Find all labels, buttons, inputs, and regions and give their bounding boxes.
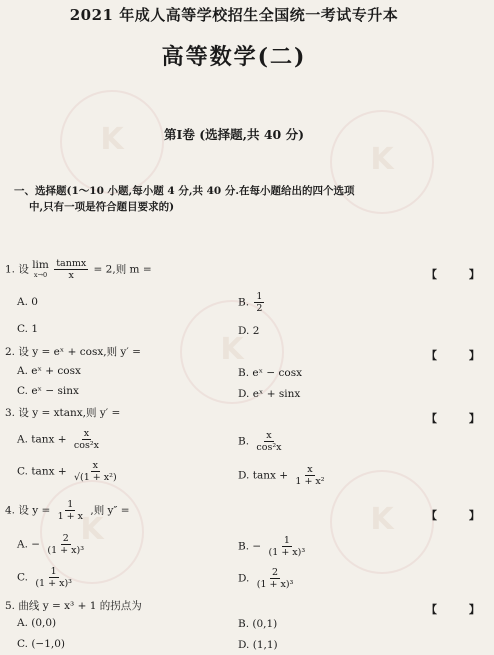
question-5-stem: 5. 曲线 y = x³ + 1 的拐点为 <box>5 600 142 612</box>
frac-den: 1 + x <box>57 511 84 522</box>
option-label: D. <box>238 572 250 585</box>
frac-den: (1 + x)³ <box>35 578 72 589</box>
q5-option-d: D. (1,1) <box>238 639 278 651</box>
option-label: A. tanx + <box>17 433 67 446</box>
fraction <box>56 499 85 522</box>
fraction <box>54 258 88 281</box>
option-label: B. − <box>238 540 262 553</box>
answer-bracket: 【 】 <box>426 509 494 522</box>
question-2-stem: 2. 设 y = eˣ + cosx,则 y′ = <box>5 346 141 358</box>
watermark-k: K <box>220 332 244 367</box>
limit-expr <box>32 260 49 280</box>
frac-den: 2 <box>256 303 263 314</box>
q3-option-d <box>238 464 329 487</box>
fraction <box>255 567 296 590</box>
section-line-2: 中,只有一项是符合题目要求的) <box>29 201 175 213</box>
q4-prefix: 4. 设 y = <box>5 504 51 517</box>
q1-suffix: = 2,则 m = <box>93 263 152 276</box>
fraction <box>293 464 326 487</box>
frac-den: √(1 + x²) <box>73 472 117 483</box>
frac-num: 1 <box>67 499 74 510</box>
q5-option-b: B. (0,1) <box>238 618 278 630</box>
option-label: B. <box>238 296 250 309</box>
q5-option-a: A. (0,0) <box>17 617 57 629</box>
answer-bracket: 【 】 <box>426 603 494 616</box>
frac-num: x <box>266 430 272 441</box>
frac-num: 2 <box>272 567 279 578</box>
fraction <box>33 566 74 589</box>
q4-suffix: ,则 y″ = <box>90 504 130 517</box>
frac-num: x <box>307 464 313 475</box>
option-label: C. <box>17 571 28 584</box>
frac-num: tanmx <box>56 258 87 269</box>
answer-bracket: 【 】 <box>426 412 494 425</box>
option-label: C. tanx + <box>17 465 67 478</box>
fraction <box>254 291 264 314</box>
question-4-stem <box>5 499 130 522</box>
fraction <box>45 533 86 556</box>
watermark-k: K <box>80 512 104 547</box>
part-heading: 第Ⅰ卷 (选择题,共 40 分) <box>164 127 304 142</box>
q4-option-d <box>238 567 297 590</box>
q4-option-c <box>17 566 76 589</box>
exam-title: 2021 年成人高等学校招生全国统一考试专升本 <box>69 6 399 24</box>
subject-title: 高等数学(二) <box>161 44 307 70</box>
q3-option-a <box>17 428 103 451</box>
frac-den: cos²x <box>256 442 282 453</box>
fraction <box>72 428 101 451</box>
q2-option-c: C. eˣ − sinx <box>17 385 79 397</box>
frac-den: x <box>68 270 74 281</box>
frac-num: 1 <box>256 291 263 302</box>
option-label: B. <box>238 435 250 448</box>
q1-prefix: 1. 设 <box>5 263 29 276</box>
lim-word: lim <box>32 258 49 271</box>
answer-bracket: 【 】 <box>426 268 494 281</box>
frac-num: 1 <box>50 566 57 577</box>
fraction <box>267 535 308 558</box>
q3-option-b <box>238 430 286 453</box>
frac-num: x <box>92 460 98 471</box>
q2-option-b: B. eˣ − cosx <box>238 367 303 379</box>
watermark-seal <box>330 470 434 574</box>
watermark-k: K <box>370 502 394 537</box>
section-line-1: 一、选择题(1～10 小题,每小题 4 分,共 40 分.在每小题给出的四个选项 <box>14 185 355 197</box>
question-3-stem: 3. 设 y = xtanx,则 y′ = <box>5 407 121 419</box>
frac-num: x <box>83 428 90 439</box>
q5-option-c: C. (−1,0) <box>17 638 66 650</box>
watermark-k: K <box>370 142 394 177</box>
q4-option-a <box>17 533 88 556</box>
fraction <box>72 460 119 483</box>
question-1-stem <box>5 258 152 281</box>
q1-option-b <box>238 291 266 314</box>
lim-sub: x→0 <box>33 270 48 279</box>
q3-option-c <box>17 460 121 483</box>
frac-den: (1 + x)³ <box>256 579 294 590</box>
q2-option-d: D. eˣ + sinx <box>238 388 301 400</box>
section-instructions <box>14 183 454 215</box>
q4-option-b <box>238 535 309 558</box>
frac-den: cos²x <box>73 440 99 451</box>
frac-num: 2 <box>62 533 69 544</box>
q1-option-d: D. 2 <box>238 325 260 337</box>
q1-option-c: C. 1 <box>17 323 39 335</box>
frac-den: (1 + x)³ <box>47 545 85 556</box>
frac-den: (1 + x)³ <box>268 547 306 558</box>
option-label: A. − <box>17 538 41 551</box>
answer-bracket: 【 】 <box>426 349 494 362</box>
frac-den: 1 + x² <box>295 476 325 487</box>
option-label: D. tanx + <box>238 469 289 482</box>
q2-option-a: A. eˣ + cosx <box>17 365 81 377</box>
frac-num: 1 <box>283 535 290 546</box>
watermark-k: K <box>100 122 124 157</box>
q1-option-a: A. 0 <box>17 296 38 308</box>
fraction <box>254 430 283 453</box>
